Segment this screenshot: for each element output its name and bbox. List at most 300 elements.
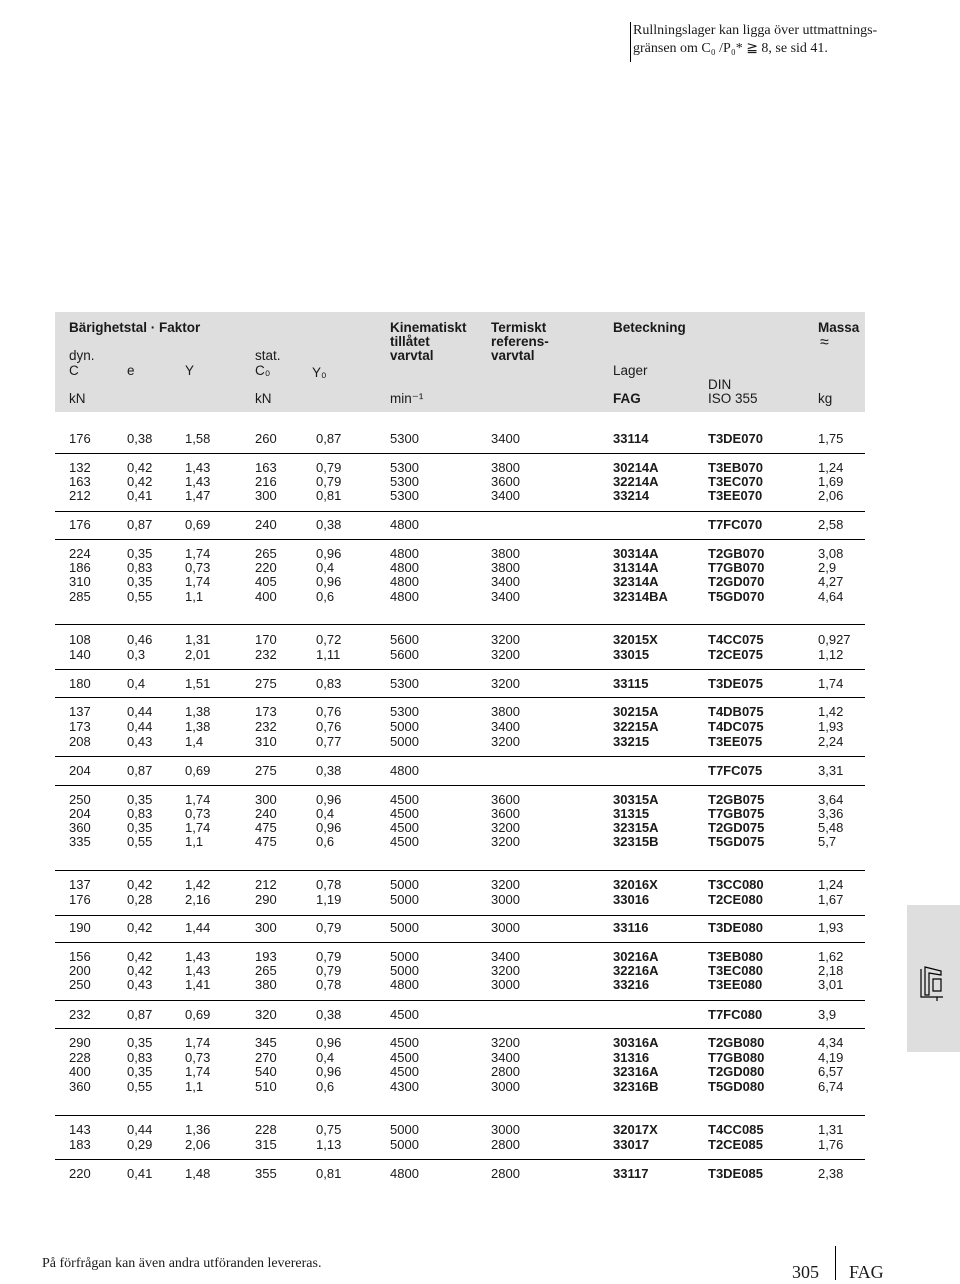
cell-y0: 0,96 xyxy=(316,546,342,561)
cell-fag: 30314A xyxy=(613,546,659,561)
group-separator xyxy=(55,942,865,943)
cell-mass: 2,9 xyxy=(818,560,837,575)
cell-stat-c0: 300 xyxy=(255,488,277,503)
cell-kinematic-speed: 5000 xyxy=(390,1122,419,1137)
cell-din-iso355: T2CE075 xyxy=(708,647,763,662)
cell-y0: 0,6 xyxy=(316,834,335,849)
cell-din-iso355: T4DB075 xyxy=(708,704,764,719)
cell-kinematic-speed: 5000 xyxy=(390,920,419,935)
table-row xyxy=(0,1050,960,1065)
cell-thermal-speed: 3200 xyxy=(491,1035,520,1050)
cell-mass: 6,57 xyxy=(818,1064,844,1079)
table-row xyxy=(0,734,960,749)
cell-stat-c0: 193 xyxy=(255,949,277,964)
cell-dyn-c: 228 xyxy=(69,1050,91,1065)
cell-fag: 32316A xyxy=(613,1064,659,1079)
cell-y: 1,74 xyxy=(185,546,211,561)
cell-e: 0,35 xyxy=(127,792,153,807)
table-row xyxy=(0,792,960,807)
cell-mass: 5,48 xyxy=(818,820,844,835)
cell-kinematic-speed: 5000 xyxy=(390,963,419,978)
cell-fag: 30216A xyxy=(613,949,659,964)
cell-y0: 1,11 xyxy=(316,647,341,662)
cell-din-iso355: T2GD070 xyxy=(708,574,765,589)
cell-stat-c0: 300 xyxy=(255,792,277,807)
cell-y0: 0,79 xyxy=(316,460,342,475)
header-c0: C₀ xyxy=(255,363,271,378)
cell-dyn-c: 204 xyxy=(69,763,91,778)
cell-y: 1,4 xyxy=(185,734,204,749)
cell-fag: 33017 xyxy=(613,1137,650,1152)
cell-mass: 4,64 xyxy=(818,589,844,604)
cell-y0: 0,75 xyxy=(316,1122,342,1137)
cell-kinematic-speed: 5600 xyxy=(390,647,419,662)
cell-mass: 1,31 xyxy=(818,1122,844,1137)
table-row xyxy=(0,560,960,575)
cell-stat-c0: 275 xyxy=(255,763,277,778)
cell-e: 0,4 xyxy=(127,676,146,691)
table-row xyxy=(0,474,960,489)
cell-dyn-c: 250 xyxy=(69,792,91,807)
table-row xyxy=(0,1007,960,1022)
cell-stat-c0: 310 xyxy=(255,734,277,749)
cell-e: 0,55 xyxy=(127,589,153,604)
cell-dyn-c: 132 xyxy=(69,460,91,475)
table-row xyxy=(0,431,960,446)
header-y0: Y₀ xyxy=(312,365,327,380)
cell-kinematic-speed: 4500 xyxy=(390,806,419,821)
cell-mass: 1,62 xyxy=(818,949,844,964)
cell-din-iso355: T3DE080 xyxy=(708,920,763,935)
header-kinematic-2: tillåtet xyxy=(390,334,430,349)
cell-y: 1,74 xyxy=(185,1035,211,1050)
cell-stat-c0: 220 xyxy=(255,560,277,575)
cell-din-iso355: T7FC080 xyxy=(708,1007,763,1022)
header-fag: FAG xyxy=(613,391,641,406)
cell-thermal-speed: 3000 xyxy=(491,977,520,992)
cell-stat-c0: 510 xyxy=(255,1079,277,1094)
cell-thermal-speed: 3800 xyxy=(491,560,520,575)
cell-y: 0,69 xyxy=(185,763,211,778)
table-row xyxy=(0,820,960,835)
cell-stat-c0: 240 xyxy=(255,806,277,821)
cell-dyn-c: 220 xyxy=(69,1166,91,1181)
cell-y0: 0,76 xyxy=(316,719,342,734)
table-row xyxy=(0,676,960,691)
cell-mass: 3,08 xyxy=(818,546,844,561)
cell-dyn-c: 224 xyxy=(69,546,91,561)
cell-dyn-c: 140 xyxy=(69,647,91,662)
cell-stat-c0: 163 xyxy=(255,460,277,475)
cell-din-iso355: T2GD075 xyxy=(708,820,765,835)
cell-kinematic-speed: 4500 xyxy=(390,792,419,807)
cell-fag: 33115 xyxy=(613,676,649,691)
cell-y0: 0,4 xyxy=(316,1050,335,1065)
cell-stat-c0: 405 xyxy=(255,574,277,589)
cell-fag: 32315A xyxy=(613,820,659,835)
cell-dyn-c: 360 xyxy=(69,820,91,835)
table-row xyxy=(0,1166,960,1181)
cell-kinematic-speed: 4800 xyxy=(390,546,419,561)
cell-y: 1,43 xyxy=(185,949,211,964)
cell-mass: 1,24 xyxy=(818,877,844,892)
cell-mass: 3,01 xyxy=(818,977,844,992)
table-row xyxy=(0,647,960,662)
group-separator xyxy=(55,511,865,512)
cell-e: 0,46 xyxy=(127,632,153,647)
cell-stat-c0: 212 xyxy=(255,877,277,892)
cell-thermal-speed: 2800 xyxy=(491,1064,520,1079)
table-row xyxy=(0,963,960,978)
cell-y0: 0,96 xyxy=(316,1064,342,1079)
cell-dyn-c: 143 xyxy=(69,1122,91,1137)
cell-din-iso355: T7GB075 xyxy=(708,806,765,821)
cell-e: 0,41 xyxy=(127,488,153,503)
header-stat: stat. xyxy=(255,348,281,363)
cell-fag: 33016 xyxy=(613,892,650,907)
cell-mass: 1,76 xyxy=(818,1137,844,1152)
cell-e: 0,44 xyxy=(127,719,153,734)
cell-y0: 0,96 xyxy=(316,820,342,835)
cell-kinematic-speed: 4500 xyxy=(390,1035,419,1050)
cell-mass: 3,64 xyxy=(818,792,844,807)
cell-din-iso355: T5GD080 xyxy=(708,1079,765,1094)
cell-stat-c0: 475 xyxy=(255,820,277,835)
cell-y: 0,73 xyxy=(185,560,211,575)
cell-e: 0,87 xyxy=(127,1007,153,1022)
cell-dyn-c: 204 xyxy=(69,806,91,821)
cell-thermal-speed: 3000 xyxy=(491,920,520,935)
cell-din-iso355: T3DE075 xyxy=(708,676,763,691)
cell-din-iso355: T3EC070 xyxy=(708,474,763,489)
cell-din-iso355: T3EB080 xyxy=(708,949,763,964)
cell-y0: 0,83 xyxy=(316,676,342,691)
group-separator xyxy=(55,1000,865,1001)
cell-e: 0,43 xyxy=(127,734,153,749)
cell-din-iso355: T3DE085 xyxy=(708,1166,763,1181)
cell-kinematic-speed: 5300 xyxy=(390,676,419,691)
cell-e: 0,35 xyxy=(127,820,153,835)
header-thermal-2: referens- xyxy=(491,334,549,349)
cell-fag: 32214A xyxy=(613,474,659,489)
cell-din-iso355: T2GB070 xyxy=(708,546,765,561)
cell-y: 1,31 xyxy=(185,632,211,647)
cell-y: 1,1 xyxy=(185,1079,204,1094)
page-number: 305 xyxy=(792,1262,819,1282)
table-row xyxy=(0,806,960,821)
group-separator xyxy=(55,756,865,757)
cell-y: 1,43 xyxy=(185,474,211,489)
cell-kinematic-speed: 5300 xyxy=(390,704,419,719)
cell-thermal-speed: 3800 xyxy=(491,460,520,475)
cell-y: 0,69 xyxy=(185,517,211,532)
cell-din-iso355: T3EE075 xyxy=(708,734,763,749)
cell-y0: 1,19 xyxy=(316,892,342,907)
cell-e: 0,42 xyxy=(127,460,153,475)
cell-mass: 5,7 xyxy=(818,834,837,849)
cell-fag: 33015 xyxy=(613,647,650,662)
cell-mass: 1,93 xyxy=(818,920,844,935)
cell-dyn-c: 173 xyxy=(69,719,91,734)
cell-din-iso355: T4CC085 xyxy=(708,1122,764,1137)
cell-fag: 30215A xyxy=(613,704,659,719)
cell-e: 0,42 xyxy=(127,877,153,892)
cell-y: 1,44 xyxy=(185,920,211,935)
cell-thermal-speed: 3200 xyxy=(491,877,520,892)
cell-dyn-c: 290 xyxy=(69,1035,91,1050)
cell-stat-c0: 300 xyxy=(255,920,277,935)
cell-y: 1,42 xyxy=(185,877,211,892)
cell-kinematic-speed: 4800 xyxy=(390,589,419,604)
table-row xyxy=(0,892,960,907)
table-row xyxy=(0,920,960,935)
cell-y: 0,69 xyxy=(185,1007,211,1022)
cell-din-iso355: T7FC075 xyxy=(708,763,763,778)
cell-y0: 0,6 xyxy=(316,589,335,604)
cell-dyn-c: 250 xyxy=(69,977,91,992)
header-unit-kn-dyn: kN xyxy=(69,391,86,406)
cell-y: 0,73 xyxy=(185,1050,211,1065)
cell-dyn-c: 208 xyxy=(69,734,91,749)
cell-thermal-speed: 3400 xyxy=(491,431,520,446)
header-designation: Beteckning xyxy=(613,320,686,335)
cell-y0: 0,81 xyxy=(316,488,342,503)
cell-fag: 31314A xyxy=(613,560,659,575)
cell-stat-c0: 170 xyxy=(255,632,277,647)
cell-e: 0,83 xyxy=(127,1050,153,1065)
cell-stat-c0: 260 xyxy=(255,431,277,446)
cell-fag: 32016X xyxy=(613,877,658,892)
cell-mass: 1,93 xyxy=(818,719,844,734)
note-line-2: gränsen om C₀ /P₀* ≧ 8, se sid 41. xyxy=(633,41,828,56)
group-separator xyxy=(55,1115,865,1116)
cell-kinematic-speed: 4500 xyxy=(390,1007,419,1022)
cell-e: 0,55 xyxy=(127,834,153,849)
cell-din-iso355: T2GD080 xyxy=(708,1064,765,1079)
cell-e: 0,35 xyxy=(127,1064,153,1079)
cell-mass: 6,74 xyxy=(818,1079,844,1094)
cell-y: 1,51 xyxy=(185,676,211,691)
cell-dyn-c: 212 xyxy=(69,488,91,503)
cell-y: 1,41 xyxy=(185,977,211,992)
table-row xyxy=(0,877,960,892)
cell-y: 1,74 xyxy=(185,1064,211,1079)
table-row xyxy=(0,949,960,964)
cell-stat-c0: 216 xyxy=(255,474,277,489)
cell-y: 1,38 xyxy=(185,704,211,719)
cell-e: 0,83 xyxy=(127,806,153,821)
cell-fag: 32316B xyxy=(613,1079,659,1094)
cell-y: 1,74 xyxy=(185,792,211,807)
cell-y: 1,1 xyxy=(185,589,204,604)
cell-dyn-c: 176 xyxy=(69,431,91,446)
header-lager: Lager xyxy=(613,363,648,378)
cell-kinematic-speed: 4800 xyxy=(390,977,419,992)
cell-kinematic-speed: 4300 xyxy=(390,1079,419,1094)
cell-y0: 0,81 xyxy=(316,1166,342,1181)
cell-y0: 0,79 xyxy=(316,963,342,978)
group-separator xyxy=(55,1159,865,1160)
cell-mass: 1,24 xyxy=(818,460,844,475)
cell-dyn-c: 190 xyxy=(69,920,91,935)
cell-y0: 0,4 xyxy=(316,806,335,821)
group-separator xyxy=(55,453,865,454)
cell-y0: 0,79 xyxy=(316,920,342,935)
cell-din-iso355: T2GB080 xyxy=(708,1035,765,1050)
table-row xyxy=(0,1035,960,1050)
cell-din-iso355: T5GD070 xyxy=(708,589,765,604)
cell-fag: 33114 xyxy=(613,431,649,446)
table-row xyxy=(0,632,960,647)
cell-y0: 0,96 xyxy=(316,574,342,589)
group-separator xyxy=(55,785,865,786)
footer-note: På förfrågan kan även andra utföranden levereras. xyxy=(42,1256,322,1271)
cell-mass: 2,38 xyxy=(818,1166,844,1181)
cell-mass: 1,42 xyxy=(818,704,844,719)
cell-din-iso355: T2GB075 xyxy=(708,792,765,807)
cell-y: 2,01 xyxy=(185,647,211,662)
cell-stat-c0: 475 xyxy=(255,834,277,849)
cell-fag: 30214A xyxy=(613,460,659,475)
cell-kinematic-speed: 5000 xyxy=(390,877,419,892)
cell-din-iso355: T7GB080 xyxy=(708,1050,765,1065)
cell-fag: 31316 xyxy=(613,1050,650,1065)
table-row xyxy=(0,1137,960,1152)
cell-e: 0,28 xyxy=(127,892,153,907)
cell-y: 1,74 xyxy=(185,574,211,589)
cell-y: 1,74 xyxy=(185,820,211,835)
cell-dyn-c: 186 xyxy=(69,560,91,575)
cell-fag: 32216A xyxy=(613,963,659,978)
cell-stat-c0: 345 xyxy=(255,1035,277,1050)
cell-y0: 0,79 xyxy=(316,949,342,964)
cell-din-iso355: T4DC075 xyxy=(708,719,764,734)
cell-fag: 30316A xyxy=(613,1035,659,1050)
cell-thermal-speed: 3400 xyxy=(491,719,520,734)
cell-mass: 4,19 xyxy=(818,1050,844,1065)
cell-y0: 0,38 xyxy=(316,1007,342,1022)
cell-fag: 31315 xyxy=(613,806,650,821)
cell-y0: 0,38 xyxy=(316,517,342,532)
cell-y0: 0,4 xyxy=(316,560,335,575)
cell-e: 0,38 xyxy=(127,431,153,446)
cell-dyn-c: 176 xyxy=(69,517,91,532)
cell-din-iso355: T3DE070 xyxy=(708,431,763,446)
header-iso: ISO 355 xyxy=(708,391,758,406)
header-thermal-3: varvtal xyxy=(491,348,535,363)
cell-y0: 0,38 xyxy=(316,763,342,778)
cell-thermal-speed: 2800 xyxy=(491,1137,520,1152)
cell-mass: 3,31 xyxy=(818,763,844,778)
cell-stat-c0: 173 xyxy=(255,704,277,719)
cell-dyn-c: 137 xyxy=(69,877,91,892)
cell-dyn-c: 360 xyxy=(69,1079,91,1094)
cell-mass: 1,12 xyxy=(818,647,844,662)
header-c: C xyxy=(69,363,79,378)
cell-kinematic-speed: 5300 xyxy=(390,474,419,489)
header-mass: Massa xyxy=(818,320,860,335)
cell-din-iso355: T3EE080 xyxy=(708,977,763,992)
cell-y0: 0,6 xyxy=(316,1079,335,1094)
table-row xyxy=(0,460,960,475)
footer-divider xyxy=(835,1246,836,1280)
cell-y0: 0,78 xyxy=(316,977,342,992)
cell-fag: 32315B xyxy=(613,834,659,849)
cell-e: 0,44 xyxy=(127,1122,153,1137)
cell-thermal-speed: 3800 xyxy=(491,704,520,719)
cell-y0: 1,13 xyxy=(316,1137,342,1152)
group-separator xyxy=(55,624,865,625)
group-separator xyxy=(55,915,865,916)
cell-dyn-c: 108 xyxy=(69,632,91,647)
tapered-roller-bearing-icon xyxy=(907,905,960,1052)
cell-y: 1,1 xyxy=(185,834,204,849)
table-row xyxy=(0,517,960,532)
cell-fag: 32314BA xyxy=(613,589,668,604)
cell-e: 0,42 xyxy=(127,474,153,489)
cell-stat-c0: 400 xyxy=(255,589,277,604)
cell-stat-c0: 320 xyxy=(255,1007,277,1022)
cell-fag: 32017X xyxy=(613,1122,658,1137)
cell-thermal-speed: 3000 xyxy=(491,1122,520,1137)
cell-kinematic-speed: 4800 xyxy=(390,517,419,532)
cell-stat-c0: 540 xyxy=(255,1064,277,1079)
cell-e: 0,43 xyxy=(127,977,153,992)
cell-kinematic-speed: 4500 xyxy=(390,834,419,849)
header-approx: ≈ xyxy=(820,334,829,351)
cell-y0: 0,78 xyxy=(316,877,342,892)
header-unit-min: min⁻¹ xyxy=(390,391,424,406)
cell-e: 0,41 xyxy=(127,1166,153,1181)
cell-stat-c0: 228 xyxy=(255,1122,277,1137)
cell-dyn-c: 137 xyxy=(69,704,91,719)
cell-e: 0,35 xyxy=(127,574,153,589)
cell-kinematic-speed: 4800 xyxy=(390,574,419,589)
cell-y: 1,58 xyxy=(185,431,211,446)
cell-kinematic-speed: 5000 xyxy=(390,892,419,907)
cell-mass: 1,69 xyxy=(818,474,844,489)
cell-fag: 33214 xyxy=(613,488,650,503)
cell-stat-c0: 355 xyxy=(255,1166,277,1181)
cell-dyn-c: 285 xyxy=(69,589,91,604)
cell-din-iso355: T2CE080 xyxy=(708,892,763,907)
cell-thermal-speed: 3200 xyxy=(491,963,520,978)
cell-e: 0,3 xyxy=(127,647,146,662)
cell-fag: 32314A xyxy=(613,574,659,589)
header-din: DIN xyxy=(708,377,732,392)
cell-dyn-c: 200 xyxy=(69,963,91,978)
cell-y: 1,43 xyxy=(185,963,211,978)
cell-stat-c0: 232 xyxy=(255,719,277,734)
cell-mass: 1,74 xyxy=(818,676,844,691)
cell-thermal-speed: 3400 xyxy=(491,949,520,964)
cell-mass: 1,75 xyxy=(818,431,844,446)
cell-thermal-speed: 3600 xyxy=(491,792,520,807)
group-separator xyxy=(55,1028,865,1029)
cell-mass: 2,58 xyxy=(818,517,844,532)
cell-e: 0,87 xyxy=(127,763,153,778)
cell-fag: 33117 xyxy=(613,1166,649,1181)
cell-fag: 33116 xyxy=(613,920,649,935)
cell-fag: 33216 xyxy=(613,977,650,992)
cell-y0: 0,72 xyxy=(316,632,342,647)
cell-mass: 4,27 xyxy=(818,574,844,589)
table-row xyxy=(0,977,960,992)
cell-e: 0,83 xyxy=(127,560,153,575)
cell-stat-c0: 265 xyxy=(255,963,277,978)
cell-thermal-speed: 3000 xyxy=(491,1079,520,1094)
table-row xyxy=(0,1064,960,1079)
